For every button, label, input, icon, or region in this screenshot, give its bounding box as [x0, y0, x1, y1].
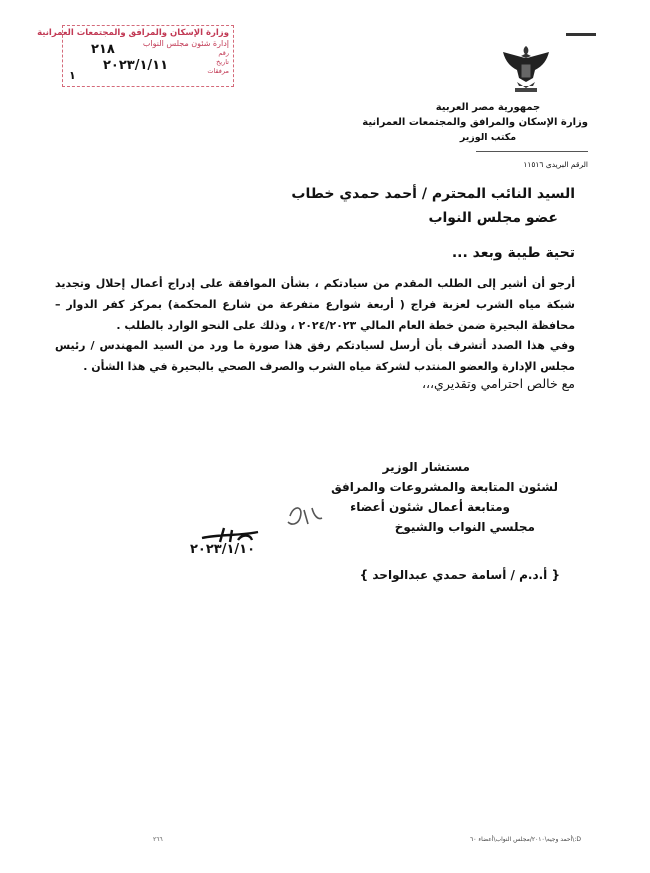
addressee-title: عضو مجلس النواب: [428, 210, 558, 226]
signatory-title-3: ومتابعة أعمال شئون أعضاء: [350, 500, 510, 514]
eagle-emblem-icon: [497, 42, 555, 100]
signatory-title-4: مجلسي النواب والشيوخ: [394, 520, 535, 534]
letterhead-ministry: وزارة الإسكان والمرافق والمجتمعات العمرانية: [362, 117, 588, 128]
page-number: ٢٦٦: [153, 836, 163, 843]
file-path-footer: D:\أحمد وجيه\٢٠١٠/مجلس النواب\أعضاء ٦٠: [470, 836, 581, 843]
signatory-name: { أ.د.م / أسامة حمدي عبدالواحد }: [359, 568, 560, 582]
signatory-title-1: مستشار الوزير: [382, 460, 470, 474]
greeting: تحية طيبة وبعد ...: [451, 245, 575, 261]
letterhead-country: جمهورية مصر العربية: [435, 102, 541, 113]
top-mark: [566, 33, 596, 36]
body-paragraph-2: وفي هذا الصدد أتشرف بأن أرسل لسيادتكم رفق هذا صورة ما ورد من السيد المهندس / رئيس مجلس الإدارة والعضو المنتدب لشركة مياه الشرب والصرف الصحي بالبحيرة في هذا الشأن .: [55, 339, 575, 373]
stamp-department-line: إدارة شئون مجلس النواب: [142, 39, 229, 48]
handwritten-date: ٢٠٢٣/١/١٠: [190, 542, 256, 557]
postal-divider: [476, 151, 588, 152]
stamp-attachments-value: ١: [69, 69, 76, 82]
postal-code: الرقم البريدى ١١٥١٦: [523, 160, 588, 169]
stamp-date-label: تاريخ: [216, 58, 229, 66]
letterhead-office: مكتب الوزير: [459, 132, 517, 143]
incoming-stamp: [37, 25, 234, 87]
body-paragraph-1: أرجو أن أشير إلى الطلب المقدم من سيادتكم ، بشأن الموافقة على إدراج أعمال إحلال وتجديد شبكة مياه الشرب لعزبة فراج ( أربعة شوارع متفرعة من شارع المحكمة) بمركز كفر الدوار – محافظة البحيرة ضمن خطة العام المالي ٢٠٢٤/٢٠٢٣ ، وذلك على النحو الوارد بالطلب .: [55, 277, 575, 332]
stamp-ministry-line: وزارة الإسكان والمرافق والمجتمعات العمرانية: [37, 28, 229, 38]
letterhead: [362, 100, 588, 145]
stamp-attachments-label: مرفقات: [207, 67, 229, 75]
signatory-title-2: لشئون المتابعة والمشروعات والمرافق: [331, 480, 558, 494]
stamp-number-label: رقم: [218, 49, 229, 57]
stamp-number-value: ٢١٨: [91, 42, 115, 57]
closing-line: مع خالص احترامي وتقديري،،،: [421, 376, 575, 391]
addressee-name: السيد النائب المحترم / أحمد حمدي خطاب: [291, 186, 575, 202]
stamp-date-value: ٢٠٢٣/١/١١: [103, 58, 169, 73]
